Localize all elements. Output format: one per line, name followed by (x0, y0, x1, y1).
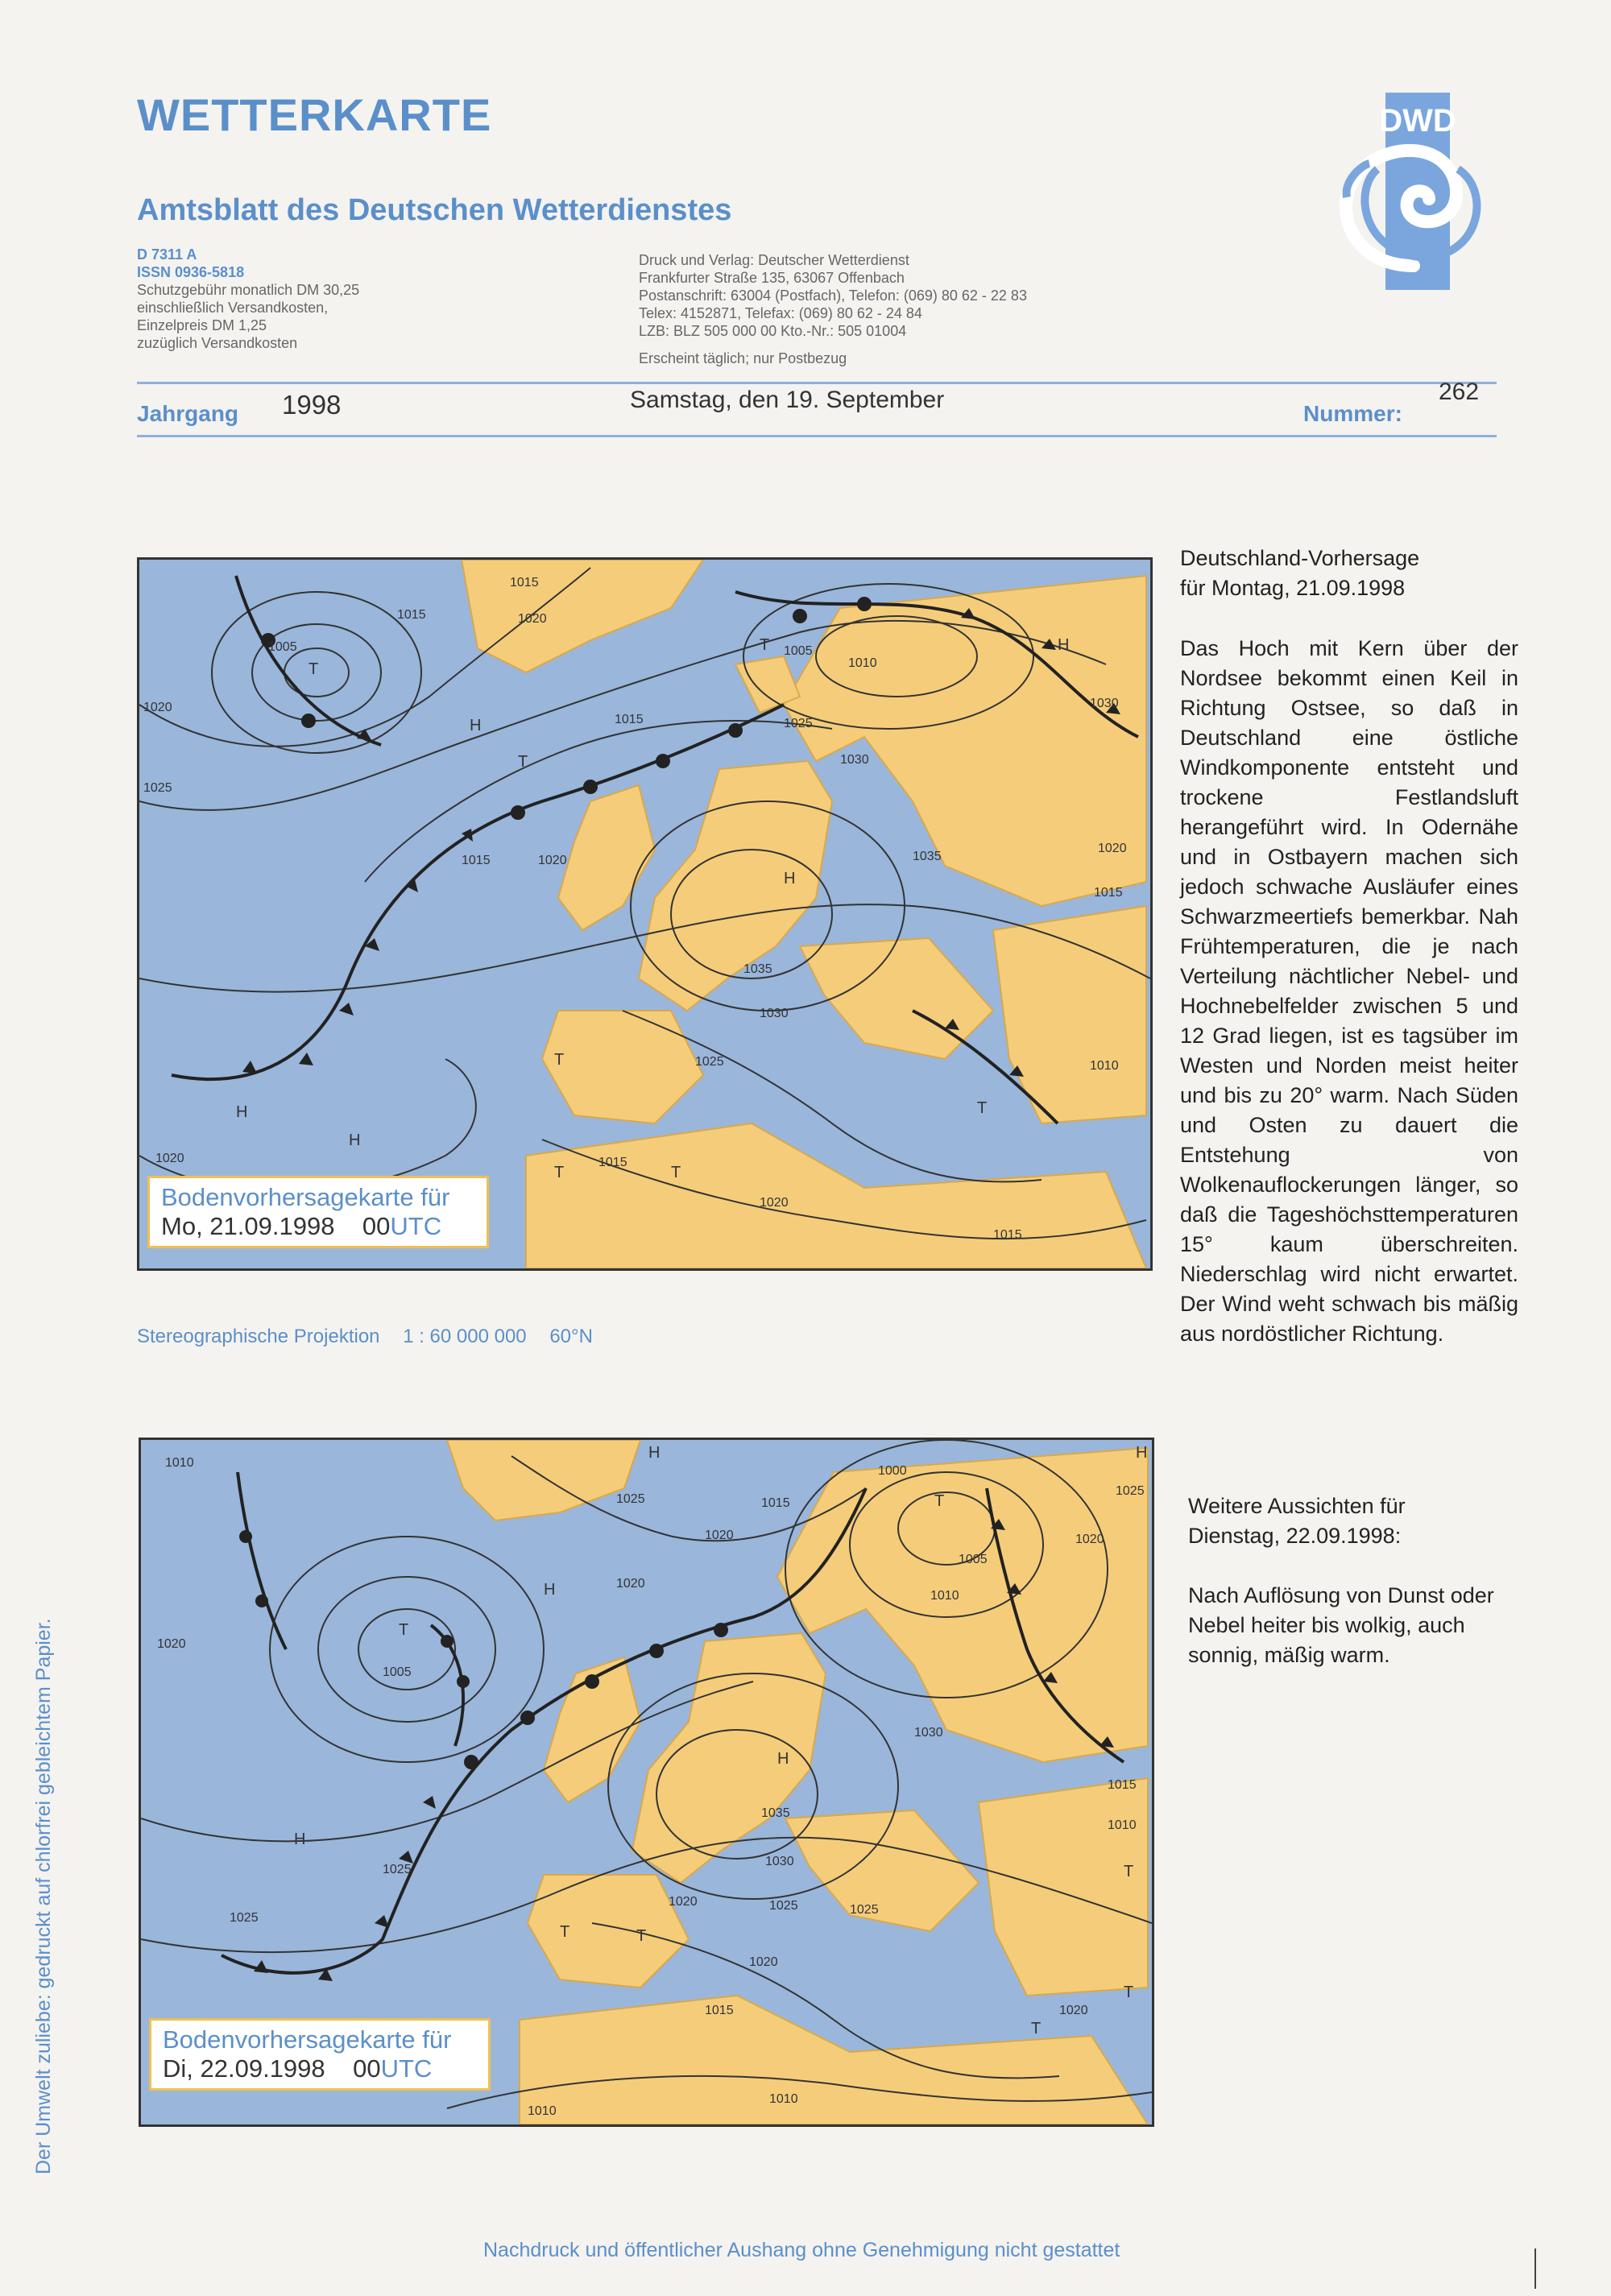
low-pressure-marker: T (1031, 2020, 1042, 2037)
isobar-label: 1010 (769, 2092, 798, 2106)
isobar-label: 1035 (913, 850, 942, 863)
low-pressure-marker: T (518, 753, 528, 771)
header-divider (137, 382, 1497, 384)
fee-line: einschließlich Versandkosten, (137, 300, 329, 316)
low-pressure-marker: T (636, 1927, 647, 1945)
isobar-label: 1020 (143, 701, 172, 714)
page-title: WETTERKARTE (137, 89, 492, 140)
isobar-label: 1010 (1108, 1818, 1137, 1832)
isobar-label: 1020 (518, 612, 547, 626)
isobar-label: 1015 (705, 2004, 734, 2017)
projection-info (137, 1326, 611, 1348)
isobar-label: 1015 (598, 1156, 627, 1169)
isobar-label: 1020 (749, 1955, 778, 1969)
map-caption (149, 2018, 491, 2091)
isobar-label: 1015 (397, 608, 426, 622)
isobar-label: 1035 (761, 1806, 790, 1820)
isobar-label: 1025 (143, 781, 172, 795)
fee-line: Schutzgebühr monatlich DM 30,25 (137, 282, 360, 298)
isobar-label: 1010 (1090, 1059, 1119, 1073)
publisher-line: Frankfurter Straße 135, 63067 Offenbach (639, 270, 905, 286)
low-pressure-marker: T (554, 1051, 565, 1069)
outlook-subheading: Dienstag, 22.09.1998: (1188, 1524, 1402, 1548)
fee-line: Einzelpreis DM 1,25 (137, 317, 267, 333)
germany-forecast (1180, 544, 1518, 1349)
isobar-label: 1030 (765, 1855, 794, 1868)
forecast-subheading: für Montag, 21.09.1998 (1180, 576, 1406, 600)
isobar-label: 1025 (769, 1899, 798, 1913)
publisher-line: Postanschrift: 63004 (Postfach), Telefon: (069) 80 62 - 22 83 (639, 288, 1027, 304)
isobar-label: 1030 (1090, 697, 1119, 710)
isobar-label: 1025 (695, 1055, 724, 1069)
publication-code: D 7311 A (137, 246, 197, 263)
isobar-label: 1020 (616, 1577, 645, 1591)
caption-date: Di, 22.09.1998 (163, 2054, 325, 2083)
isobar-label: 1025 (383, 1863, 412, 1876)
map-caption-title: Bodenvorhersagekarte für (161, 1183, 450, 1211)
isobar-label: 1020 (705, 1529, 734, 1542)
forecast-heading: Deutschland-Vorhersage (1180, 546, 1420, 570)
low-pressure-marker: T (309, 660, 319, 678)
map-caption-date (161, 1212, 475, 1241)
projection-scale: 1 : 60 000 000 (403, 1326, 527, 1347)
high-pressure-marker: H (470, 717, 482, 734)
isobar-label: 1010 (930, 1589, 959, 1603)
map-caption-date (163, 2054, 477, 2083)
isobar-label: 1025 (784, 717, 813, 730)
isobar-label: 1020 (538, 854, 567, 867)
low-pressure-marker: T (1124, 1863, 1134, 1880)
isobar-label: 1005 (784, 644, 813, 658)
forecast-body: Das Hoch mit Kern über der Nordsee bekommt einen Keil in Richtung Ostsee, so daß in Deutschland eine östliche Windkomponente entsteht und trockene Festlandsluft herangeführt wird. In Odernähe und in Ostbayern machen sich jedoch schwache Ausläufer eines Schwarzmeertiefs bemerkbar. Nah Frühtemperaturen, die je nach Verteilung nächtlicher Nebel- und Hochnebelfelder zwischen 5 und 12 Grad liegen, ist es tagsüber im Westen und Norden meist heiter und bis zu 20° warm. Nach Süden und Osten zu dauert die Entstehung von Wolkenauflockerungen länger, so daß die Tageshöchsttemperaturen 15° kaum überschreiten. Niederschlag wird nicht erwartet. Der Wind weht schwach bis mäßig aus nordöstlicher Richtung. (1180, 636, 1518, 1346)
isobar-label: 1000 (878, 1464, 907, 1478)
jahrgang-value: 1998 (282, 390, 342, 420)
isobar-label: 1030 (840, 753, 869, 767)
isobar-label: 1005 (268, 640, 297, 654)
publisher-info (639, 251, 1027, 367)
outlook-body: Nach Auflösung von Dunst oder Nebel heiter bis wolkig, auch sonnig, mäßig warm. (1188, 1583, 1494, 1667)
high-pressure-marker: H (1136, 1444, 1148, 1462)
publisher-line: Telex: 4152871, Telefax: (069) 80 62 - 24 84 (639, 305, 922, 321)
isobar-label: 1020 (1059, 2004, 1088, 2017)
caption-time: 00 (362, 1212, 391, 1240)
map-caption-title: Bodenvorhersagekarte für (163, 2025, 452, 2054)
isobar-label: 1015 (761, 1496, 790, 1510)
projection-name: Stereographische Projektion (137, 1326, 380, 1347)
low-pressure-marker: T (760, 636, 770, 654)
margin-mark (1534, 2248, 1536, 2289)
low-pressure-marker: T (554, 1164, 565, 1181)
isobar-label: 1015 (510, 576, 539, 590)
forecast-map-monday (137, 557, 1153, 1271)
nummer-value: 262 (1439, 379, 1480, 405)
isobar-label: 1030 (760, 1007, 789, 1020)
issn: ISSN 0936-5818 (137, 264, 245, 280)
caption-utc: UTC (380, 2054, 433, 2083)
isobar-label: 1010 (165, 1456, 194, 1470)
forecast-map-tuesday (139, 1438, 1154, 2127)
isobar-label: 1020 (1098, 842, 1127, 855)
isobar-label: 1025 (1116, 1484, 1145, 1498)
publisher-line: LZB: BLZ 505 000 00 Kto.-Nr.: 505 01004 (639, 323, 907, 339)
high-pressure-marker: H (544, 1581, 556, 1599)
low-pressure-marker: T (671, 1164, 681, 1181)
weather-map-graphic (139, 560, 1150, 1268)
outlook-heading: Weitere Aussichten für (1188, 1494, 1406, 1518)
copyright-footer: Nachdruck und öffentlicher Aushang ohne Genehmigung nicht gestattet (483, 2239, 1120, 2261)
publisher-line: Druck und Verlag: Deutscher Wetterdienst (639, 252, 909, 268)
isobar-label: 1015 (1108, 1778, 1137, 1792)
isobar-label: 1015 (462, 854, 491, 867)
isobar-label: 1020 (155, 1152, 184, 1165)
publication-info (137, 246, 359, 352)
low-pressure-marker: T (1124, 1984, 1134, 2001)
nummer-label: Nummer: (1303, 401, 1402, 426)
low-pressure-marker: T (399, 1621, 409, 1639)
page-subtitle: Amtsblatt des Deutschen Wetterdienstes (137, 193, 732, 227)
isobar-label: 1020 (669, 1895, 698, 1909)
isobar-label: 1025 (850, 1903, 879, 1917)
low-pressure-marker: T (560, 1923, 570, 1941)
svg-text:DWD: DWD (1379, 103, 1456, 139)
isobar-label: 1020 (760, 1196, 789, 1210)
environment-note: Der Umwelt zuliebe: gedruckt auf chlorfrei gebleichtem Papier. (32, 1618, 55, 2174)
isobar-label: 1025 (616, 1492, 645, 1506)
isobar-label: 1020 (157, 1637, 186, 1651)
isobar-label: 1005 (383, 1665, 412, 1679)
fee-line: zuzüglich Versandkosten (137, 335, 298, 351)
high-pressure-marker: H (784, 870, 796, 887)
map-caption (147, 1176, 489, 1248)
dwd-logo (1329, 93, 1498, 290)
caption-date: Mo, 21.09.1998 (161, 1212, 335, 1240)
high-pressure-marker: H (349, 1131, 361, 1149)
header-divider (137, 435, 1497, 437)
isobar-label: 1030 (914, 1726, 943, 1740)
high-pressure-marker: H (777, 1750, 789, 1768)
isobar-label: 1035 (743, 962, 772, 976)
high-pressure-marker: H (1058, 636, 1070, 654)
high-pressure-marker: H (294, 1831, 306, 1848)
isobar-label: 1015 (615, 713, 644, 726)
isobar-label: 1020 (1075, 1533, 1104, 1546)
issue-date: Samstag, den 19. September (630, 387, 945, 413)
high-pressure-marker: H (648, 1444, 661, 1462)
isobar-label: 1010 (848, 656, 877, 670)
caption-time: 00 (353, 2054, 381, 2083)
high-pressure-marker: H (236, 1103, 248, 1121)
isobar-label: 1010 (528, 2104, 557, 2118)
isobar-label: 1015 (1094, 886, 1123, 900)
publisher-line: Erscheint täglich; nur Postbezug (639, 350, 847, 366)
low-pressure-marker: T (977, 1099, 988, 1117)
further-outlook (1188, 1491, 1526, 1670)
jahrgang-label: Jahrgang (137, 401, 239, 426)
isobar-label: 1015 (993, 1228, 1022, 1242)
isobar-label: 1025 (230, 1911, 259, 1925)
isobar-label: 1005 (959, 1553, 988, 1566)
caption-utc: UTC (390, 1212, 442, 1240)
projection-latitude: 60°N (549, 1326, 593, 1347)
low-pressure-marker: T (934, 1492, 945, 1510)
